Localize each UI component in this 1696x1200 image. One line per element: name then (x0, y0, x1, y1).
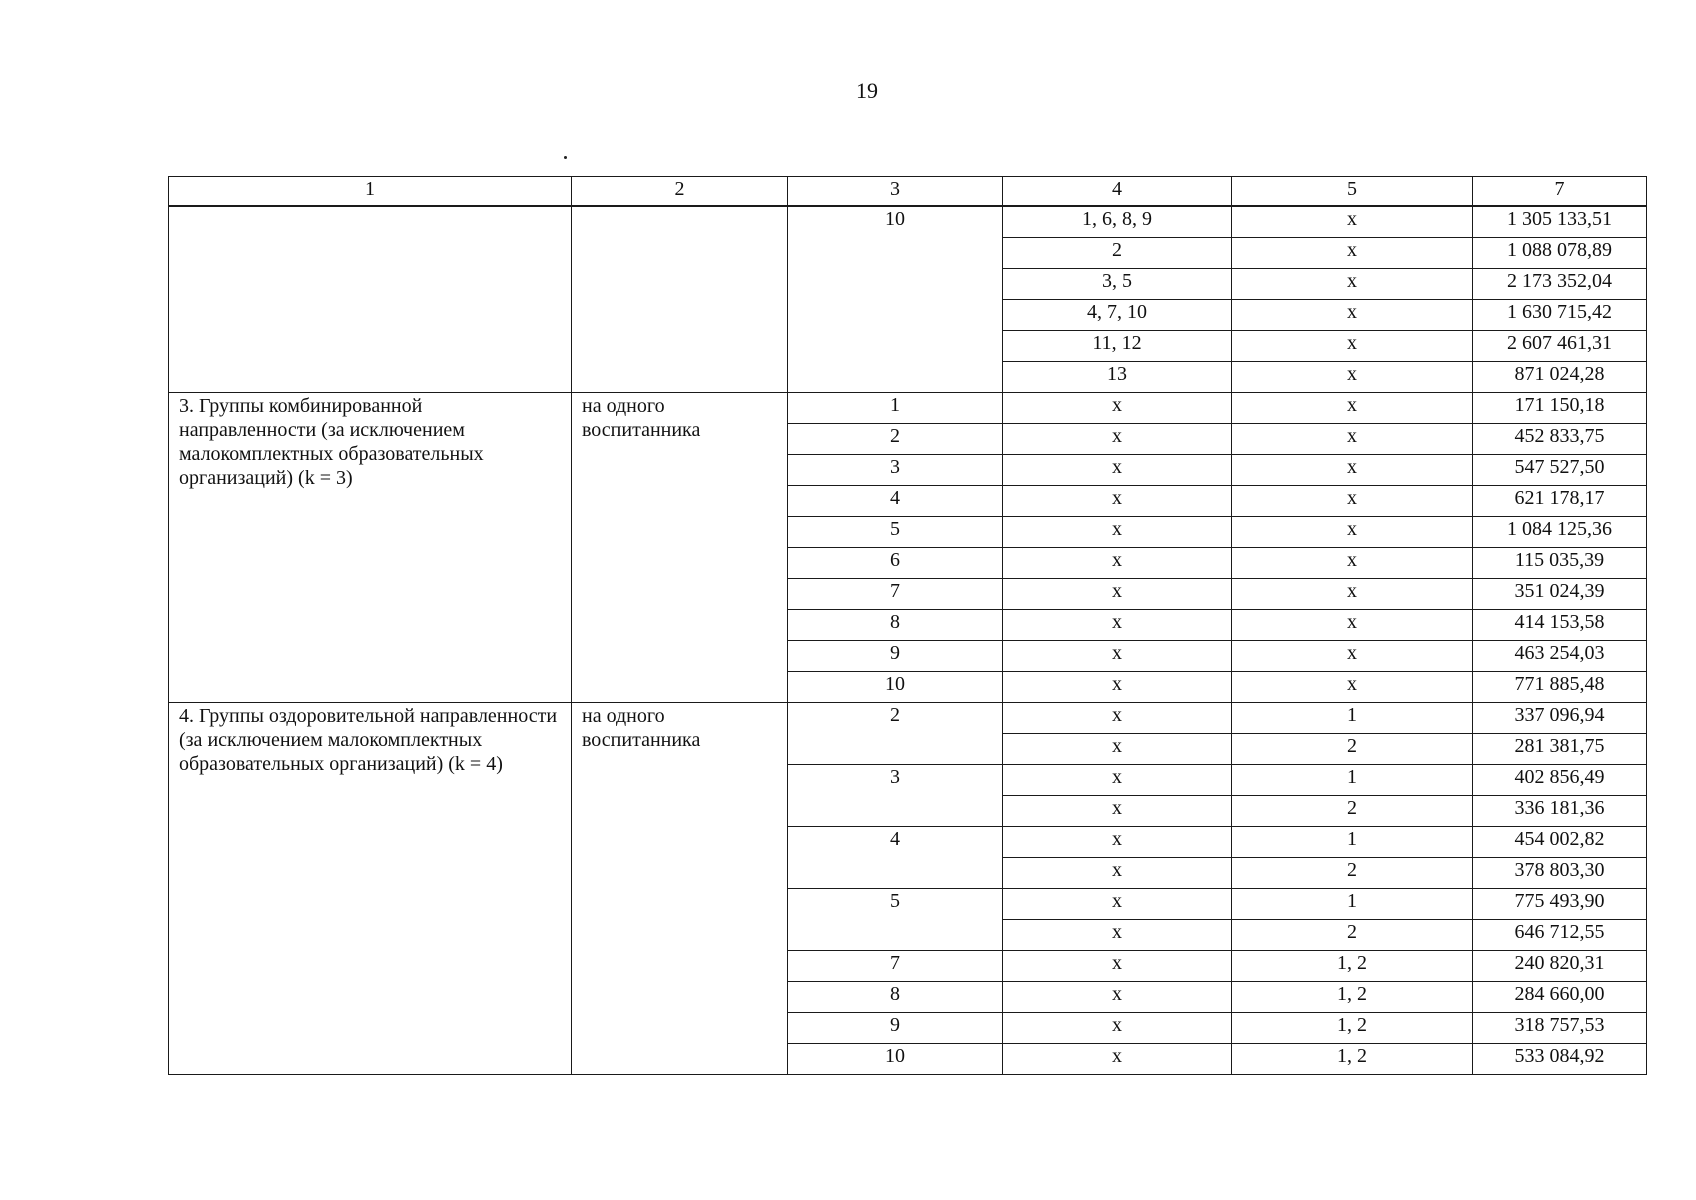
cell-col5: 1, 2 (1232, 982, 1473, 1013)
cell-col7: 1 084 125,36 (1473, 517, 1647, 548)
cell-col3: 7 (788, 579, 1003, 610)
cell-col5: 2 (1232, 796, 1473, 827)
cell-col4: 4, 7, 10 (1003, 300, 1232, 331)
cell-col3: 9 (788, 641, 1003, 672)
header-col-1: 1 (169, 177, 572, 207)
cell-col7: 171 150,18 (1473, 393, 1647, 424)
cell-col5: 1, 2 (1232, 1013, 1473, 1044)
cell-col3: 8 (788, 610, 1003, 641)
cell-col5: х (1232, 486, 1473, 517)
cell-col5: х (1232, 362, 1473, 393)
data-table (168, 176, 1647, 1075)
cell-col7: 2 173 352,04 (1473, 269, 1647, 300)
cell-col7: 1 630 715,42 (1473, 300, 1647, 331)
cell-col3: 10 (788, 672, 1003, 703)
cell-col4: х (1003, 579, 1232, 610)
cell-col5: 1, 2 (1232, 951, 1473, 982)
cell-col3: 5 (788, 517, 1003, 548)
cell-col5: х (1232, 641, 1473, 672)
cell-col4: х (1003, 672, 1232, 703)
table-row (169, 206, 1647, 238)
continued-col3: 10 (788, 206, 1003, 393)
cell-col5: х (1232, 206, 1473, 238)
cell-col4: х (1003, 548, 1232, 579)
section4-unit: на одного воспитанника (572, 703, 788, 1075)
cell-col4: х (1003, 610, 1232, 641)
cell-col3: 6 (788, 548, 1003, 579)
cell-col4: 11, 12 (1003, 331, 1232, 362)
cell-col4: х (1003, 703, 1232, 734)
cell-col4: х (1003, 920, 1232, 951)
cell-col7: 402 856,49 (1473, 765, 1647, 796)
cell-col4: х (1003, 982, 1232, 1013)
cell-col4: 3, 5 (1003, 269, 1232, 300)
cell-col5: х (1232, 300, 1473, 331)
section3-title: 3. Группы комбинированной направленности (за исключением малокомплектных образовательных организаций) (k = 3) (169, 393, 572, 703)
cell-col3: 1 (788, 393, 1003, 424)
cell-col7: 115 035,39 (1473, 548, 1647, 579)
cell-col5: 1 (1232, 703, 1473, 734)
cell-col5: 2 (1232, 858, 1473, 889)
cell-col5: 1 (1232, 765, 1473, 796)
cell-col5: 1 (1232, 827, 1473, 858)
cell-col5: х (1232, 517, 1473, 548)
cell-col5: х (1232, 331, 1473, 362)
cell-col5: х (1232, 393, 1473, 424)
cell-col7: 646 712,55 (1473, 920, 1647, 951)
cell-col3: 10 (788, 1044, 1003, 1075)
cell-col5: 1 (1232, 889, 1473, 920)
cell-col4: х (1003, 827, 1232, 858)
cell-col4: х (1003, 765, 1232, 796)
cell-col7: 2 607 461,31 (1473, 331, 1647, 362)
cell-col4: х (1003, 641, 1232, 672)
cell-col5: х (1232, 238, 1473, 269)
table-row (169, 703, 1647, 734)
cell-col7: 452 833,75 (1473, 424, 1647, 455)
cell-col4: х (1003, 486, 1232, 517)
cell-col5: х (1232, 610, 1473, 641)
cell-col4: 1, 6, 8, 9 (1003, 206, 1232, 238)
cell-col7: 318 757,53 (1473, 1013, 1647, 1044)
cell-col3: 3 (788, 765, 1003, 827)
cell-col7: 621 178,17 (1473, 486, 1647, 517)
cell-col7: 454 002,82 (1473, 827, 1647, 858)
cell-col3: 5 (788, 889, 1003, 951)
cell-col3: 9 (788, 1013, 1003, 1044)
cell-col5: х (1232, 424, 1473, 455)
cell-col7: 336 181,36 (1473, 796, 1647, 827)
cell-col4: 13 (1003, 362, 1232, 393)
cell-col7: 240 820,31 (1473, 951, 1647, 982)
continued-col2-empty (572, 206, 788, 393)
header-col-7: 7 (1473, 177, 1647, 207)
header-row (169, 177, 1647, 207)
header-col-3: 3 (788, 177, 1003, 207)
cell-col7: 775 493,90 (1473, 889, 1647, 920)
cell-col4: х (1003, 455, 1232, 486)
page-number: 19 (856, 78, 878, 103)
header-col-4: 4 (1003, 177, 1232, 207)
table-row (169, 393, 1647, 424)
section4-title: 4. Группы оздоровительной направленности (за исключением малокомплектных образовательных организаций) (k = 4) (169, 703, 572, 1075)
cell-col4: х (1003, 393, 1232, 424)
cell-col4: х (1003, 734, 1232, 765)
cell-col7: 533 084,92 (1473, 1044, 1647, 1075)
cell-col7: 771 885,48 (1473, 672, 1647, 703)
cell-col5: х (1232, 672, 1473, 703)
cell-col5: 1, 2 (1232, 1044, 1473, 1075)
scan-speck (564, 156, 567, 159)
cell-col4: х (1003, 951, 1232, 982)
cell-col7: 284 660,00 (1473, 982, 1647, 1013)
cell-col7: 1 305 133,51 (1473, 206, 1647, 238)
cell-col3: 2 (788, 703, 1003, 765)
cell-col7: 281 381,75 (1473, 734, 1647, 765)
cell-col3: 4 (788, 486, 1003, 517)
cell-col5: 2 (1232, 734, 1473, 765)
cell-col3: 8 (788, 982, 1003, 1013)
cell-col7: 1 088 078,89 (1473, 238, 1647, 269)
cell-col4: х (1003, 424, 1232, 455)
cell-col5: х (1232, 455, 1473, 486)
cell-col5: 2 (1232, 920, 1473, 951)
cell-col5: х (1232, 548, 1473, 579)
cell-col4: 2 (1003, 238, 1232, 269)
cell-col4: х (1003, 858, 1232, 889)
header-col-2: 2 (572, 177, 788, 207)
continued-col1-empty (169, 206, 572, 393)
cell-col4: х (1003, 1044, 1232, 1075)
header-col-5: 5 (1232, 177, 1473, 207)
cell-col7: 351 024,39 (1473, 579, 1647, 610)
cell-col5: х (1232, 579, 1473, 610)
cell-col7: 378 803,30 (1473, 858, 1647, 889)
cell-col7: 547 527,50 (1473, 455, 1647, 486)
cell-col7: 337 096,94 (1473, 703, 1647, 734)
cell-col4: х (1003, 796, 1232, 827)
cell-col4: х (1003, 1013, 1232, 1044)
cell-col5: х (1232, 269, 1473, 300)
cell-col4: х (1003, 517, 1232, 548)
cell-col3: 2 (788, 424, 1003, 455)
section3-unit: на одного воспитанника (572, 393, 788, 703)
cell-col7: 463 254,03 (1473, 641, 1647, 672)
cell-col7: 414 153,58 (1473, 610, 1647, 641)
cell-col3: 7 (788, 951, 1003, 982)
cell-col3: 3 (788, 455, 1003, 486)
cell-col4: х (1003, 889, 1232, 920)
cell-col7: 871 024,28 (1473, 362, 1647, 393)
cell-col3: 4 (788, 827, 1003, 889)
